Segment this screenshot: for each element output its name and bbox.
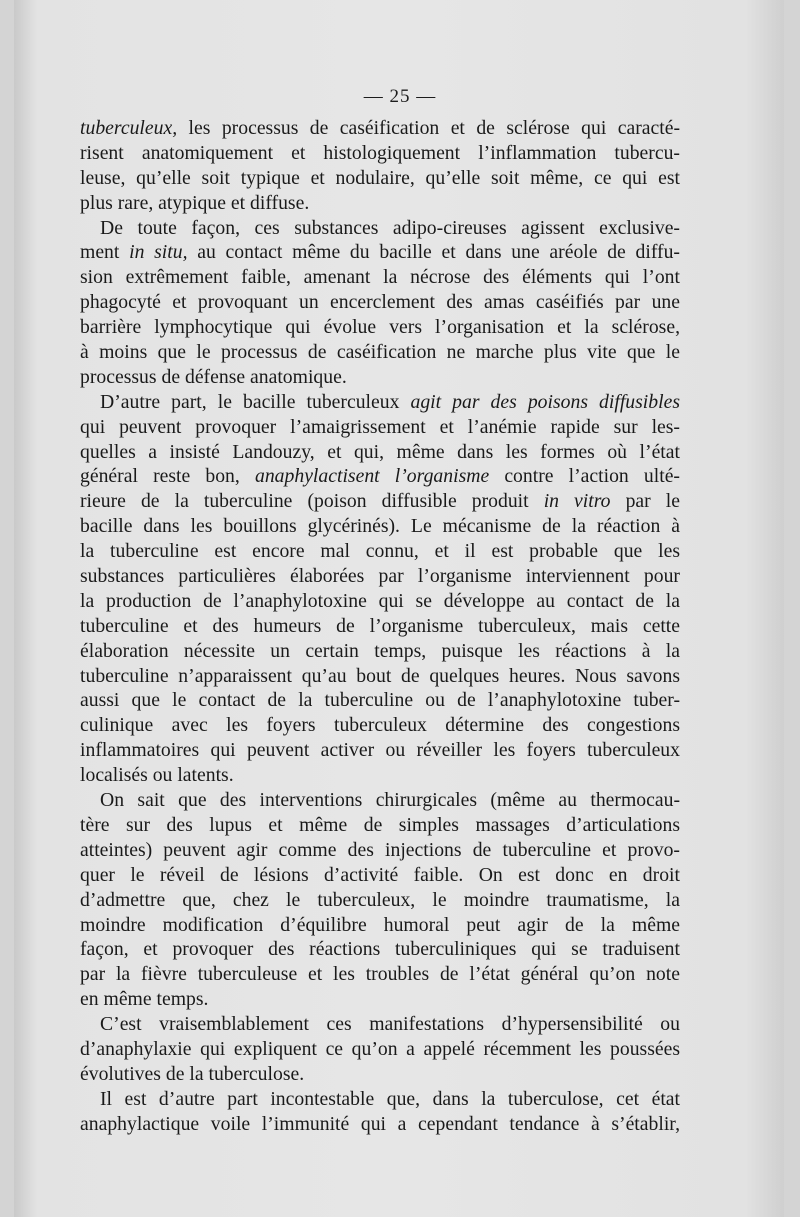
text-line bbox=[80, 664, 680, 689]
text-segment: plus rare, atypique et diffuse. bbox=[80, 191, 310, 214]
text-line bbox=[80, 440, 680, 465]
text-segment: bacille dans les bouillons glycérinés). Le mécanisme de la réaction à bbox=[80, 515, 680, 538]
text-segment: tère sur des lupus et même de simples massages d’articulations bbox=[80, 813, 680, 836]
text-segment: Il est d’autre part incontestable que, dans la tuberculose, cet état bbox=[100, 1087, 680, 1110]
text-segment: tuberculine n’apparaissent qu’au bout de quelques heures. Nous savons bbox=[80, 664, 680, 687]
text-line bbox=[80, 763, 680, 788]
text-segment: évolutives de la tuberculose. bbox=[80, 1062, 305, 1085]
text-segment: sion extrêmement faible, amenant la nécrose des éléments qui l’ont bbox=[80, 266, 680, 289]
text-segment: contre l’action ulté- bbox=[489, 465, 680, 488]
text-segment: localisés ou latents. bbox=[80, 764, 234, 787]
text-segment: à moins que le processus de caséification ne marche plus vite que le bbox=[80, 341, 680, 364]
body-text bbox=[80, 116, 680, 1137]
text-line bbox=[80, 390, 680, 415]
text-line bbox=[80, 713, 680, 738]
text-segment: au contact même du bacille et dans une aréole de diffu- bbox=[187, 241, 680, 264]
text-segment: général reste bon, bbox=[80, 465, 255, 488]
text-segment: les processus de caséification et de sclérose qui caracté- bbox=[177, 117, 680, 139]
text-line bbox=[80, 987, 680, 1012]
text-line bbox=[80, 116, 680, 141]
paragraph bbox=[80, 216, 680, 390]
text-segment: tuberculine et des humeurs de l’organisme tuberculeux, mais cette bbox=[80, 614, 680, 637]
paragraph bbox=[80, 116, 680, 216]
text-line bbox=[80, 738, 680, 763]
text-line bbox=[80, 539, 680, 564]
text-line bbox=[80, 489, 680, 514]
text-line bbox=[80, 240, 680, 265]
text-segment: élaboration nécessite un certain temps, puisque les réactions à la bbox=[80, 639, 680, 662]
text-line bbox=[80, 191, 680, 216]
text-segment: atteintes) peuvent agir comme des injections de tuberculine et provo- bbox=[80, 838, 680, 861]
text-line bbox=[80, 639, 680, 664]
text-line bbox=[80, 788, 680, 813]
italic-text: tuberculeux, bbox=[80, 117, 178, 139]
text-line bbox=[80, 838, 680, 863]
text-segment: inflammatoires qui peuvent activer ou réveiller les foyers tuberculeux bbox=[80, 739, 680, 762]
text-line bbox=[80, 514, 680, 539]
text-line bbox=[80, 340, 680, 365]
text-line bbox=[80, 962, 680, 987]
text-line bbox=[80, 614, 680, 639]
text-segment: culinique avec les foyers tuberculeux détermine des congestions bbox=[80, 714, 680, 737]
text-line bbox=[80, 937, 680, 962]
text-line bbox=[80, 1112, 680, 1137]
text-line bbox=[80, 290, 680, 315]
text-line bbox=[80, 1037, 680, 1062]
text-segment: D’autre part, le bacille tuberculeux bbox=[100, 390, 411, 413]
text-segment: moindre modification d’équilibre humoral peut agir de la même bbox=[80, 913, 680, 936]
text-line bbox=[80, 688, 680, 713]
text-segment: anaphylactique voile l’immunité qui a cependant tendance à s’établir, bbox=[80, 1112, 680, 1135]
text-segment: risent anatomiquement et histologiquement l’inflammation tubercu- bbox=[80, 141, 680, 164]
text-segment: d’anaphylaxie qui expliquent ce qu’on a appelé récemment les poussées bbox=[80, 1037, 680, 1060]
paragraph bbox=[80, 390, 680, 788]
text-line bbox=[80, 564, 680, 589]
text-segment: en même temps. bbox=[80, 988, 209, 1011]
text-segment: substances particulières élaborées par l’organisme interviennent pour bbox=[80, 565, 680, 588]
text-line bbox=[80, 1087, 680, 1112]
italic-text: agit par des poisons diffusibles bbox=[410, 390, 680, 413]
text-segment: leuse, qu’elle soit typique et nodulaire, qu’elle soit même, ce qui est bbox=[80, 166, 680, 189]
text-segment: façon, et provoquer des réactions tuberculiniques qui se traduisent bbox=[80, 938, 680, 961]
text-segment: rieure de la tuberculine (poison diffusible produit bbox=[80, 490, 544, 513]
text-line bbox=[80, 216, 680, 241]
text-line bbox=[80, 365, 680, 390]
text-segment: C’est vraisemblablement ces manifestations d’hypersensibilité ou bbox=[100, 1013, 680, 1036]
text-line bbox=[80, 315, 680, 340]
text-segment: d’admettre que, chez le tuberculeux, le moindre traumatisme, la bbox=[80, 888, 680, 911]
text-segment: par le bbox=[610, 490, 680, 513]
text-segment: ment bbox=[80, 241, 130, 264]
text-segment: De toute façon, ces substances adipo-cireuses agissent exclusive- bbox=[100, 216, 680, 239]
text-line bbox=[80, 863, 680, 888]
text-line bbox=[80, 464, 680, 489]
text-line bbox=[80, 1062, 680, 1087]
text-segment: la tuberculine est encore mal connu, et il est probable que les bbox=[80, 540, 680, 563]
italic-text: in situ, bbox=[129, 241, 188, 264]
text-segment: processus de défense anatomique. bbox=[80, 365, 347, 388]
text-segment: la production de l’anaphylotoxine qui se développe au contact de la bbox=[80, 589, 680, 612]
text-segment: On sait que des interventions chirurgicales (même au thermocau- bbox=[100, 789, 680, 812]
text-segment: quelles a insisté Landouzy, et qui, même dans les formes où l’état bbox=[80, 440, 680, 463]
paragraph bbox=[80, 1012, 680, 1087]
text-segment: phagocyté et provoquant un encerclement des amas caséifiés par une bbox=[80, 291, 680, 314]
text-line bbox=[80, 166, 680, 191]
text-line bbox=[80, 888, 680, 913]
text-segment: quer le réveil de lésions d’activité faible. On est donc en droit bbox=[80, 863, 680, 886]
paragraph bbox=[80, 1087, 680, 1137]
text-segment: par la fièvre tuberculeuse et les troubles de l’état général qu’on note bbox=[80, 963, 680, 986]
text-line bbox=[80, 415, 680, 440]
text-segment: barrière lymphocytique qui évolue vers l’organisation et la sclérose, bbox=[80, 316, 680, 339]
page-number: — 25 — bbox=[363, 86, 437, 107]
text-line bbox=[80, 141, 680, 166]
italic-text: in vitro bbox=[543, 490, 611, 513]
text-line bbox=[80, 589, 680, 614]
text-line bbox=[80, 265, 680, 290]
text-segment: qui peuvent provoquer l’amaigrissement et l’anémie rapide sur les- bbox=[80, 415, 680, 438]
paragraph bbox=[80, 788, 680, 1012]
text-line bbox=[80, 1012, 680, 1037]
italic-text: anaphylactisent l’organisme bbox=[254, 465, 490, 488]
text-line bbox=[80, 913, 680, 938]
text-segment: aussi que le contact de la tuberculine ou de l’anaphylotoxine tuber- bbox=[80, 689, 680, 712]
text-line bbox=[80, 813, 680, 838]
